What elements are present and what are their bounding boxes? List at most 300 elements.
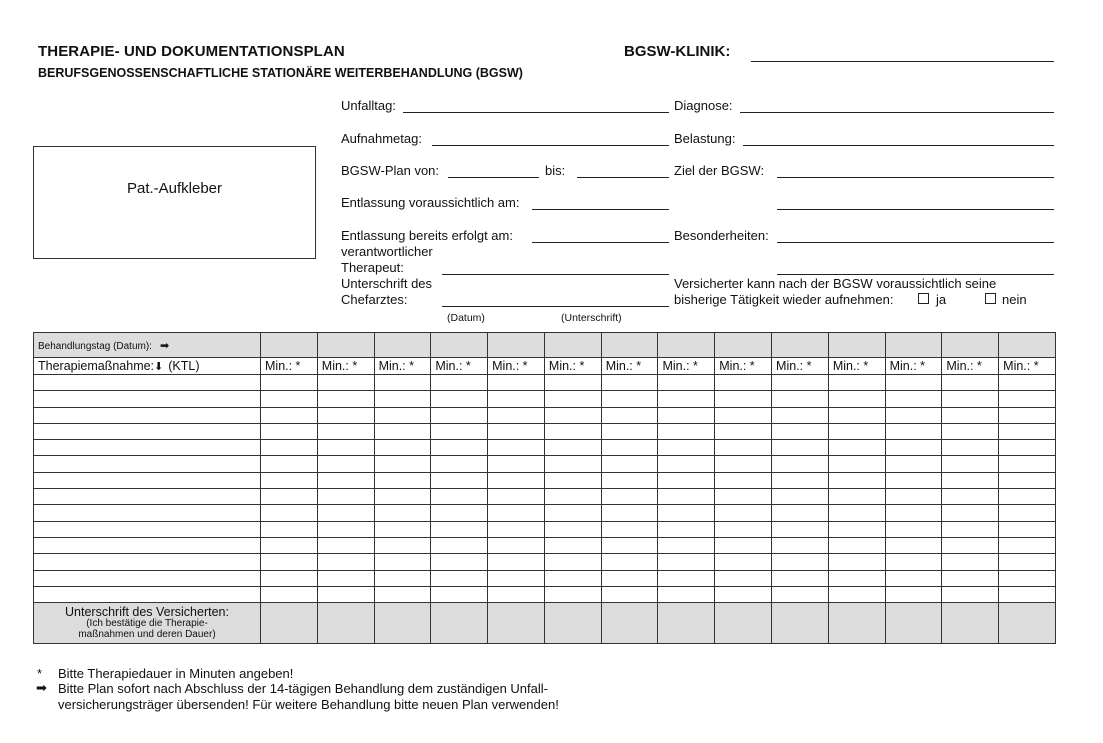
minutes-cell[interactable] bbox=[374, 391, 431, 407]
minutes-cell[interactable] bbox=[772, 554, 829, 570]
minutes-cell[interactable] bbox=[544, 440, 601, 456]
minutes-cell[interactable] bbox=[828, 456, 885, 472]
therapy-header-label: Therapiemaßnahme: bbox=[38, 359, 155, 373]
entlassung-voraussichtlich-field[interactable] bbox=[532, 209, 669, 210]
besonderheiten-label: Besonderheiten: bbox=[674, 228, 769, 243]
minutes-cell[interactable] bbox=[715, 537, 772, 553]
minutes-cell[interactable] bbox=[431, 586, 488, 602]
minutes-cell[interactable] bbox=[544, 391, 601, 407]
minutes-cell[interactable] bbox=[317, 489, 374, 505]
table-row bbox=[34, 423, 1056, 439]
minutes-cell[interactable] bbox=[601, 521, 658, 537]
minutes-cell[interactable] bbox=[715, 505, 772, 521]
minutes-cell[interactable] bbox=[261, 407, 318, 423]
minutes-cell[interactable] bbox=[374, 375, 431, 391]
minutes-cell[interactable] bbox=[488, 423, 545, 439]
minutes-cell[interactable] bbox=[488, 489, 545, 505]
minutes-cell[interactable] bbox=[942, 586, 999, 602]
minutes-cell[interactable] bbox=[601, 391, 658, 407]
minutes-cell[interactable] bbox=[658, 521, 715, 537]
minutes-cell[interactable] bbox=[374, 489, 431, 505]
minutes-cell[interactable] bbox=[715, 521, 772, 537]
signature-label: Unterschrift des Versicherten: bbox=[65, 605, 229, 620]
minutes-header-cell: Min.: * bbox=[715, 358, 772, 375]
therapy-name-cell[interactable] bbox=[34, 505, 261, 521]
minutes-cell[interactable] bbox=[828, 586, 885, 602]
minutes-cell[interactable] bbox=[942, 472, 999, 488]
belastung-label: Belastung: bbox=[674, 131, 736, 146]
date-cell[interactable] bbox=[431, 333, 488, 358]
minutes-cell[interactable] bbox=[431, 423, 488, 439]
table-row bbox=[34, 505, 1056, 521]
therapy-name-cell[interactable] bbox=[34, 586, 261, 602]
minutes-cell[interactable] bbox=[261, 586, 318, 602]
minutes-cell[interactable] bbox=[828, 423, 885, 439]
minutes-cell[interactable] bbox=[999, 407, 1056, 423]
minutes-cell[interactable] bbox=[431, 407, 488, 423]
plan-von-field[interactable] bbox=[448, 177, 539, 178]
minutes-cell[interactable] bbox=[942, 537, 999, 553]
therapy-name-cell[interactable] bbox=[34, 554, 261, 570]
date-cell[interactable] bbox=[601, 333, 658, 358]
minutes-cell[interactable] bbox=[431, 570, 488, 586]
minutes-cell[interactable] bbox=[715, 407, 772, 423]
minutes-cell[interactable] bbox=[828, 570, 885, 586]
diagnose-label: Diagnose: bbox=[674, 98, 733, 113]
minutes-cell[interactable] bbox=[999, 472, 1056, 488]
minutes-cell[interactable] bbox=[999, 375, 1056, 391]
besonderheiten-field-line1[interactable] bbox=[777, 242, 1054, 243]
minutes-cell[interactable] bbox=[715, 423, 772, 439]
chefarzt-label-line2: Chefarztes: bbox=[341, 292, 408, 307]
minutes-cell[interactable] bbox=[374, 570, 431, 586]
unfalltag-field[interactable] bbox=[403, 112, 669, 113]
minutes-cell[interactable] bbox=[601, 456, 658, 472]
table-row bbox=[34, 537, 1056, 553]
minutes-cell[interactable] bbox=[374, 423, 431, 439]
nein-checkbox[interactable] bbox=[985, 293, 996, 304]
minutes-cell[interactable] bbox=[942, 489, 999, 505]
minutes-cell[interactable] bbox=[431, 472, 488, 488]
minutes-cell[interactable] bbox=[772, 537, 829, 553]
minutes-cell[interactable] bbox=[261, 391, 318, 407]
minutes-cell[interactable] bbox=[261, 456, 318, 472]
therapy-header-cell bbox=[34, 358, 261, 375]
minutes-cell[interactable] bbox=[488, 375, 545, 391]
minutes-cell[interactable] bbox=[544, 472, 601, 488]
minutes-cell[interactable] bbox=[601, 554, 658, 570]
date-cell[interactable] bbox=[261, 333, 318, 358]
minutes-cell[interactable] bbox=[601, 375, 658, 391]
minutes-cell[interactable] bbox=[261, 505, 318, 521]
therapy-name-cell[interactable] bbox=[34, 440, 261, 456]
minutes-cell[interactable] bbox=[544, 586, 601, 602]
minutes-cell[interactable] bbox=[658, 391, 715, 407]
signature-cell[interactable] bbox=[374, 603, 431, 644]
minutes-cell[interactable] bbox=[317, 521, 374, 537]
minutes-cell[interactable] bbox=[317, 423, 374, 439]
minutes-cell[interactable] bbox=[601, 489, 658, 505]
minutes-cell[interactable] bbox=[999, 489, 1056, 505]
minutes-cell[interactable] bbox=[715, 570, 772, 586]
signature-cell[interactable] bbox=[885, 603, 942, 644]
minutes-cell[interactable] bbox=[261, 537, 318, 553]
minutes-cell[interactable] bbox=[658, 472, 715, 488]
minutes-cell[interactable] bbox=[942, 440, 999, 456]
minutes-cell[interactable] bbox=[828, 554, 885, 570]
minutes-cell[interactable] bbox=[431, 554, 488, 570]
minutes-cell[interactable] bbox=[601, 407, 658, 423]
minutes-cell[interactable] bbox=[772, 407, 829, 423]
minutes-cell[interactable] bbox=[828, 521, 885, 537]
date-cell[interactable] bbox=[942, 333, 999, 358]
minutes-cell[interactable] bbox=[261, 521, 318, 537]
minutes-cell[interactable] bbox=[431, 505, 488, 521]
minutes-cell[interactable] bbox=[885, 489, 942, 505]
minutes-cell[interactable] bbox=[772, 505, 829, 521]
minutes-cell[interactable] bbox=[431, 391, 488, 407]
ziel-label: Ziel der BGSW: bbox=[674, 163, 765, 178]
minutes-cell[interactable] bbox=[885, 472, 942, 488]
minutes-header-cell: Min.: * bbox=[658, 358, 715, 375]
minutes-cell[interactable] bbox=[544, 456, 601, 472]
signature-cell[interactable] bbox=[658, 603, 715, 644]
minutes-cell[interactable] bbox=[942, 570, 999, 586]
minutes-cell[interactable] bbox=[488, 521, 545, 537]
signature-label-cell bbox=[34, 603, 261, 644]
therapeut-label-line1: verantwortlicher bbox=[341, 244, 433, 259]
minutes-cell[interactable] bbox=[601, 537, 658, 553]
minutes-cell[interactable] bbox=[772, 375, 829, 391]
therapy-name-cell[interactable] bbox=[34, 570, 261, 586]
minutes-cell[interactable] bbox=[431, 489, 488, 505]
minutes-cell[interactable] bbox=[317, 375, 374, 391]
signature-cell[interactable] bbox=[317, 603, 374, 644]
minutes-cell[interactable] bbox=[658, 440, 715, 456]
minutes-cell[interactable] bbox=[885, 456, 942, 472]
signature-cell[interactable] bbox=[828, 603, 885, 644]
minutes-cell[interactable] bbox=[885, 423, 942, 439]
minutes-cell[interactable] bbox=[828, 537, 885, 553]
ziel-field-line2[interactable] bbox=[777, 209, 1054, 210]
minutes-cell[interactable] bbox=[828, 391, 885, 407]
signature-cell[interactable] bbox=[999, 603, 1056, 644]
signature-cell[interactable] bbox=[772, 603, 829, 644]
date-cell[interactable] bbox=[828, 333, 885, 358]
minutes-cell[interactable] bbox=[261, 472, 318, 488]
minutes-cell[interactable] bbox=[601, 472, 658, 488]
minutes-cell[interactable] bbox=[658, 375, 715, 391]
minutes-cell[interactable] bbox=[488, 391, 545, 407]
versichert-label-line2: bisherige Tätigkeit wieder aufnehmen: bbox=[674, 292, 894, 307]
minutes-cell[interactable] bbox=[374, 472, 431, 488]
minutes-cell[interactable] bbox=[885, 586, 942, 602]
minutes-cell[interactable] bbox=[601, 423, 658, 439]
minutes-cell[interactable] bbox=[544, 489, 601, 505]
minutes-cell[interactable] bbox=[772, 440, 829, 456]
minutes-cell[interactable] bbox=[431, 456, 488, 472]
minutes-cell[interactable] bbox=[488, 554, 545, 570]
minutes-cell[interactable] bbox=[999, 391, 1056, 407]
minutes-cell[interactable] bbox=[601, 586, 658, 602]
date-cell[interactable] bbox=[999, 333, 1056, 358]
minutes-cell[interactable] bbox=[488, 570, 545, 586]
minutes-cell[interactable] bbox=[544, 521, 601, 537]
minutes-cell[interactable] bbox=[317, 586, 374, 602]
minutes-cell[interactable] bbox=[828, 407, 885, 423]
table-row bbox=[34, 521, 1056, 537]
minutes-cell[interactable] bbox=[942, 407, 999, 423]
minutes-cell[interactable] bbox=[374, 537, 431, 553]
footnote-1-marker: * bbox=[37, 666, 43, 681]
minutes-cell[interactable] bbox=[261, 423, 318, 439]
minutes-cell[interactable] bbox=[885, 505, 942, 521]
minutes-cell[interactable] bbox=[999, 570, 1056, 586]
entlassung-erfolgt-field[interactable] bbox=[532, 242, 669, 243]
minutes-cell[interactable] bbox=[317, 440, 374, 456]
date-cell[interactable] bbox=[317, 333, 374, 358]
minutes-cell[interactable] bbox=[715, 472, 772, 488]
therapy-name-cell[interactable] bbox=[34, 489, 261, 505]
minutes-cell[interactable] bbox=[999, 554, 1056, 570]
minutes-cell[interactable] bbox=[488, 407, 545, 423]
plan-bis-field[interactable] bbox=[577, 177, 669, 178]
table-row bbox=[34, 391, 1056, 407]
minutes-cell[interactable] bbox=[942, 423, 999, 439]
minutes-cell[interactable] bbox=[942, 554, 999, 570]
minutes-cell[interactable] bbox=[374, 456, 431, 472]
minutes-cell[interactable] bbox=[885, 537, 942, 553]
footnote-2-line1: Bitte Plan sofort nach Abschluss der 14-tägigen Behandlung dem zuständigen Unfall- bbox=[58, 681, 548, 696]
minutes-cell[interactable] bbox=[715, 440, 772, 456]
minutes-cell[interactable] bbox=[772, 423, 829, 439]
minutes-cell[interactable] bbox=[261, 570, 318, 586]
minutes-cell[interactable] bbox=[601, 570, 658, 586]
table-row bbox=[34, 586, 1056, 602]
minutes-cell[interactable] bbox=[999, 505, 1056, 521]
signature-note-line2: maßnahmen und deren Dauer) bbox=[78, 628, 216, 640]
minutes-header-cell: Min.: * bbox=[942, 358, 999, 375]
aufnahmetag-field[interactable] bbox=[432, 145, 669, 146]
therapy-name-cell[interactable] bbox=[34, 391, 261, 407]
date-cell[interactable] bbox=[658, 333, 715, 358]
footnote-1: Bitte Therapiedauer in Minuten angeben! bbox=[58, 666, 294, 681]
therapy-name-cell[interactable] bbox=[34, 521, 261, 537]
minutes-cell[interactable] bbox=[317, 472, 374, 488]
date-cell[interactable] bbox=[885, 333, 942, 358]
therapy-name-cell[interactable] bbox=[34, 456, 261, 472]
minutes-cell[interactable] bbox=[317, 570, 374, 586]
minutes-cell[interactable] bbox=[488, 505, 545, 521]
minutes-cell[interactable] bbox=[658, 407, 715, 423]
signature-note-line1: (Ich bestätige die Therapie- bbox=[86, 618, 208, 630]
therapy-header-suffix: (KTL) bbox=[168, 359, 200, 373]
minutes-cell[interactable] bbox=[658, 456, 715, 472]
signature-cell[interactable] bbox=[261, 603, 318, 644]
minutes-cell[interactable] bbox=[999, 423, 1056, 439]
minutes-cell[interactable] bbox=[317, 505, 374, 521]
minutes-cell[interactable] bbox=[317, 554, 374, 570]
minutes-cell[interactable] bbox=[261, 489, 318, 505]
unterschrift-caption: (Unterschrift) bbox=[561, 312, 622, 324]
diagnose-field[interactable] bbox=[740, 112, 1054, 113]
minutes-cell[interactable] bbox=[544, 423, 601, 439]
minutes-cell[interactable] bbox=[999, 521, 1056, 537]
minutes-cell[interactable] bbox=[374, 586, 431, 602]
minutes-cell[interactable] bbox=[715, 554, 772, 570]
minutes-cell[interactable] bbox=[261, 554, 318, 570]
minutes-header-cell: Min.: * bbox=[544, 358, 601, 375]
minutes-cell[interactable] bbox=[488, 586, 545, 602]
minutes-cell[interactable] bbox=[715, 375, 772, 391]
minutes-cell[interactable] bbox=[544, 570, 601, 586]
signature-cell[interactable] bbox=[488, 603, 545, 644]
minutes-cell[interactable] bbox=[942, 391, 999, 407]
minutes-cell[interactable] bbox=[544, 375, 601, 391]
chefarzt-signature-field[interactable] bbox=[442, 306, 669, 307]
therapy-name-cell[interactable] bbox=[34, 407, 261, 423]
table-row bbox=[34, 407, 1056, 423]
ziel-field-line1[interactable] bbox=[777, 177, 1054, 178]
minutes-cell[interactable] bbox=[885, 554, 942, 570]
therapeut-field[interactable] bbox=[442, 274, 669, 275]
signature-cell[interactable] bbox=[431, 603, 488, 644]
minutes-cell[interactable] bbox=[601, 440, 658, 456]
ja-checkbox[interactable] bbox=[918, 293, 929, 304]
minutes-cell[interactable] bbox=[885, 570, 942, 586]
date-cell[interactable] bbox=[544, 333, 601, 358]
minutes-cell[interactable] bbox=[999, 537, 1056, 553]
minutes-cell[interactable] bbox=[942, 505, 999, 521]
minutes-cell[interactable] bbox=[658, 570, 715, 586]
datum-caption: (Datum) bbox=[447, 312, 485, 324]
date-header-cell bbox=[34, 333, 261, 358]
minutes-cell[interactable] bbox=[658, 505, 715, 521]
minutes-cell[interactable] bbox=[544, 407, 601, 423]
minutes-cell[interactable] bbox=[658, 554, 715, 570]
minutes-cell[interactable] bbox=[431, 375, 488, 391]
minutes-cell[interactable] bbox=[431, 521, 488, 537]
therapy-name-cell[interactable] bbox=[34, 537, 261, 553]
minutes-cell[interactable] bbox=[658, 489, 715, 505]
arrow-right-icon: ➡ bbox=[36, 680, 47, 695]
minutes-cell[interactable] bbox=[772, 570, 829, 586]
date-cell[interactable] bbox=[715, 333, 772, 358]
minutes-cell[interactable] bbox=[942, 456, 999, 472]
minutes-cell[interactable] bbox=[772, 521, 829, 537]
minutes-cell[interactable] bbox=[772, 472, 829, 488]
minutes-cell[interactable] bbox=[772, 489, 829, 505]
minutes-cell[interactable] bbox=[544, 554, 601, 570]
minutes-cell[interactable] bbox=[374, 554, 431, 570]
minutes-cell[interactable] bbox=[488, 537, 545, 553]
minutes-header-cell: Min.: * bbox=[999, 358, 1056, 375]
minutes-cell[interactable] bbox=[261, 375, 318, 391]
minutes-cell[interactable] bbox=[772, 456, 829, 472]
besonderheiten-field-line2[interactable] bbox=[777, 274, 1054, 275]
therapeut-label-line2: Therapeut: bbox=[341, 260, 404, 275]
signature-cell[interactable] bbox=[715, 603, 772, 644]
plan-bis-label: bis: bbox=[545, 163, 566, 178]
clinic-label: BGSW-KLINIK: bbox=[624, 43, 731, 60]
minutes-cell[interactable] bbox=[715, 489, 772, 505]
minutes-cell[interactable] bbox=[658, 586, 715, 602]
minutes-cell[interactable] bbox=[828, 505, 885, 521]
table-row bbox=[34, 456, 1056, 472]
minutes-cell[interactable] bbox=[431, 440, 488, 456]
table-row bbox=[34, 440, 1056, 456]
ja-label: ja bbox=[936, 292, 947, 307]
minutes-cell[interactable] bbox=[658, 423, 715, 439]
minutes-cell[interactable] bbox=[601, 505, 658, 521]
minutes-cell[interactable] bbox=[942, 375, 999, 391]
minutes-cell[interactable] bbox=[828, 472, 885, 488]
minutes-cell[interactable] bbox=[488, 440, 545, 456]
minutes-cell[interactable] bbox=[999, 456, 1056, 472]
table-row bbox=[34, 489, 1056, 505]
minutes-cell[interactable] bbox=[317, 456, 374, 472]
minutes-cell[interactable] bbox=[431, 537, 488, 553]
patient-sticker-box bbox=[33, 146, 316, 259]
minutes-cell[interactable] bbox=[772, 391, 829, 407]
minutes-cell[interactable] bbox=[261, 440, 318, 456]
minutes-header-cell: Min.: * bbox=[488, 358, 545, 375]
signature-cell[interactable] bbox=[601, 603, 658, 644]
minutes-cell[interactable] bbox=[828, 489, 885, 505]
minutes-cell[interactable] bbox=[885, 391, 942, 407]
minutes-cell[interactable] bbox=[772, 586, 829, 602]
minutes-cell[interactable] bbox=[885, 375, 942, 391]
minutes-cell[interactable] bbox=[715, 456, 772, 472]
table-row bbox=[34, 472, 1056, 488]
versichert-label-line1: Versicherter kann nach der BGSW voraussichtlich seine bbox=[674, 276, 997, 291]
minutes-cell[interactable] bbox=[885, 440, 942, 456]
minutes-cell[interactable] bbox=[374, 521, 431, 537]
minutes-cell[interactable] bbox=[374, 440, 431, 456]
date-cell[interactable] bbox=[488, 333, 545, 358]
therapy-name-cell[interactable] bbox=[34, 423, 261, 439]
minutes-cell[interactable] bbox=[317, 391, 374, 407]
minutes-cell[interactable] bbox=[317, 537, 374, 553]
minutes-cell[interactable] bbox=[999, 586, 1056, 602]
minutes-cell[interactable] bbox=[828, 375, 885, 391]
minutes-cell[interactable] bbox=[885, 407, 942, 423]
entlassung-voraussichtlich-label: Entlassung voraussichtlich am: bbox=[341, 195, 520, 210]
minutes-cell[interactable] bbox=[488, 456, 545, 472]
minutes-cell[interactable] bbox=[658, 537, 715, 553]
minutes-cell[interactable] bbox=[828, 440, 885, 456]
clinic-input-line[interactable] bbox=[751, 61, 1054, 62]
signature-cell[interactable] bbox=[942, 603, 999, 644]
date-cell[interactable] bbox=[374, 333, 431, 358]
minutes-cell[interactable] bbox=[942, 521, 999, 537]
minutes-cell[interactable] bbox=[715, 391, 772, 407]
date-cell[interactable] bbox=[772, 333, 829, 358]
minutes-cell[interactable] bbox=[374, 505, 431, 521]
minutes-cell[interactable] bbox=[488, 472, 545, 488]
minutes-cell[interactable] bbox=[544, 537, 601, 553]
minutes-cell[interactable] bbox=[999, 440, 1056, 456]
minutes-cell[interactable] bbox=[715, 586, 772, 602]
therapy-name-cell[interactable] bbox=[34, 472, 261, 488]
minutes-cell[interactable] bbox=[374, 407, 431, 423]
belastung-field[interactable] bbox=[743, 145, 1054, 146]
minutes-cell[interactable] bbox=[544, 505, 601, 521]
therapy-name-cell[interactable] bbox=[34, 375, 261, 391]
minutes-cell[interactable] bbox=[317, 407, 374, 423]
signature-cell[interactable] bbox=[544, 603, 601, 644]
minutes-cell[interactable] bbox=[885, 521, 942, 537]
